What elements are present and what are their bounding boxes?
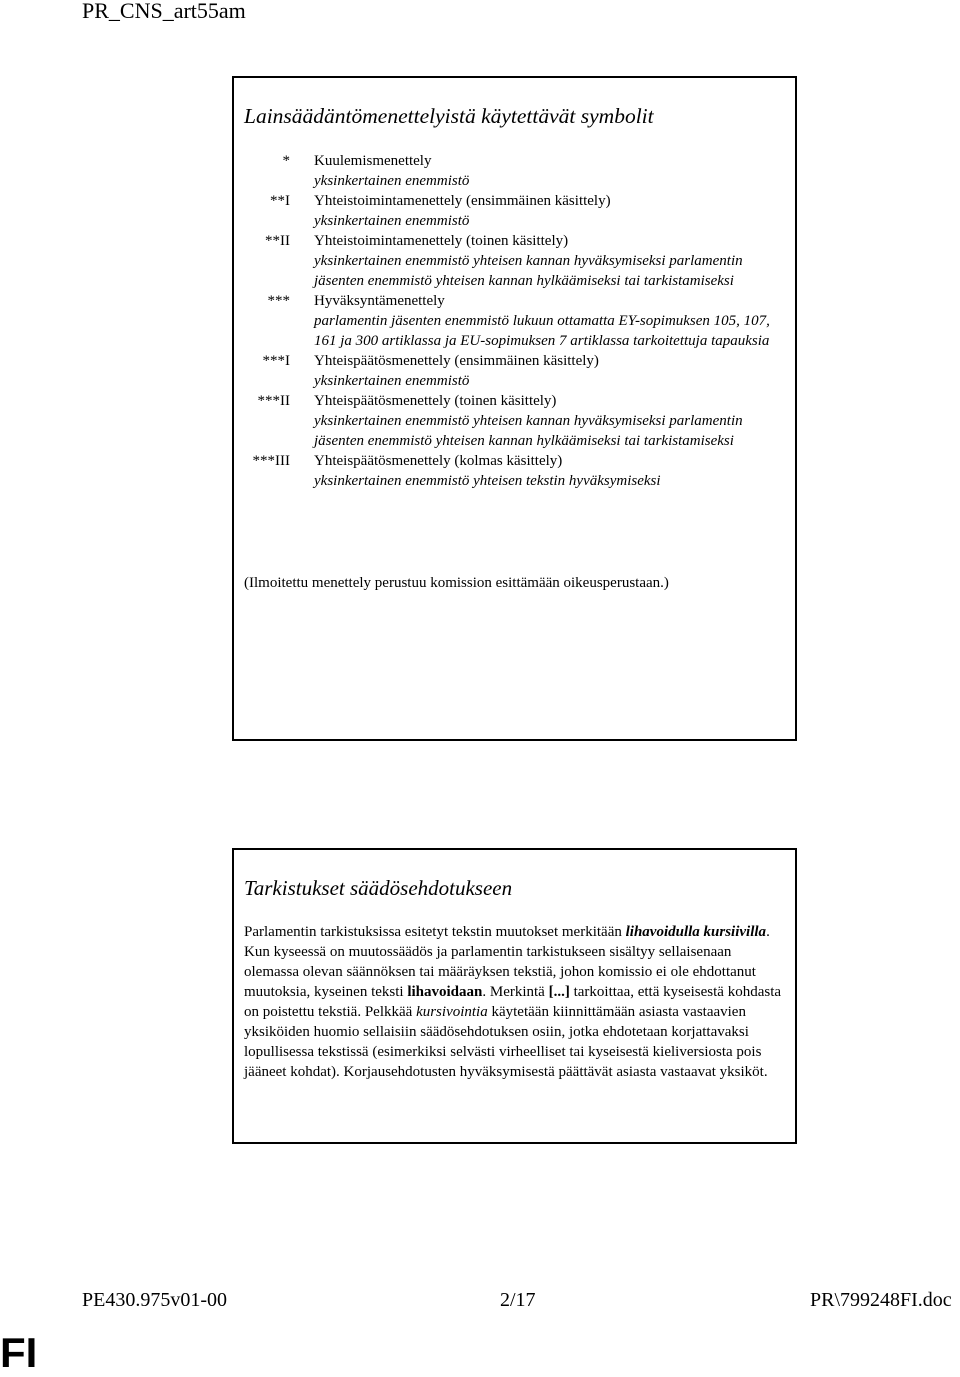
symbols-box-title: Lainsäädäntömenettelyistä käytettävät symbolit: [244, 104, 654, 128]
footer-page-number: 2/17: [500, 1289, 536, 1311]
procedure-name: Hyväksyntämenettely: [314, 293, 445, 309]
italic-term: kursivointia: [416, 1004, 488, 1020]
footer-document-reference: PE430.975v01-00: [82, 1289, 227, 1311]
symbol-entry: [244, 291, 789, 351]
legal-basis-note: (Ilmoitettu menettely perustuu komission esittämään oikeusperustaan.): [244, 575, 669, 591]
procedure-majority: yksinkertainen enemmistö yhteisen kannan hyväksymiseksi parlamentin jäsenten enemmistö yhteisen kannan hylkäämiseksi tai tarkistamiseksi: [314, 253, 743, 289]
amendments-box: [232, 848, 797, 1144]
footer-file-name: PR\799248FI.doc: [810, 1289, 952, 1311]
procedure-majority: yksinkertainen enemmistö: [314, 213, 470, 229]
procedure-name: Yhteispäätösmenettely (toinen käsittely): [314, 393, 557, 409]
symbol-list: [244, 151, 789, 491]
symbol-entry: [244, 191, 789, 231]
procedure-symbol: ***II: [257, 393, 290, 409]
explanation-text: tarkoittaa, että kyseisestä kohdasta on poistettu tekstiä. Pelkkää: [244, 984, 782, 1020]
procedure-majority: yksinkertainen enemmistö: [314, 373, 470, 389]
procedure-majority: yksinkertainen enemmistö yhteisen tekstin hyväksymiseksi: [314, 473, 661, 489]
procedure-symbol: ***III: [252, 453, 290, 469]
symbol-entry: [244, 231, 789, 291]
symbol-entry: [244, 351, 789, 391]
amendments-explanation: [244, 922, 782, 1082]
procedure-symbol: **I: [270, 193, 290, 209]
symbols-box: [232, 76, 797, 741]
symbol-entry: [244, 451, 789, 491]
amendments-box-title: Tarkistukset säädösehdotukseen: [244, 876, 513, 900]
procedure-majority: yksinkertainen enemmistö yhteisen kannan hyväksymiseksi parlamentin jäsenten enemmistö yhteisen kannan hylkäämiseksi tai tarkistamiseksi: [314, 413, 743, 449]
language-code: FI: [0, 1329, 38, 1376]
procedure-majority: yksinkertainen enemmistö: [314, 173, 470, 189]
procedure-symbol: ***I: [262, 353, 290, 369]
procedure-symbol: ***: [267, 293, 290, 309]
procedure-majority: parlamentin jäsenten enemmistö lukuun ottamatta EY-sopimuksen 105, 107, 161 ja 300 artiklassa ja EU-sopimuksen 7 artiklassa tarkoitettuja tapauksia: [314, 313, 770, 349]
explanation-text: Parlamentin tarkistuksissa esitetyt tekstin muutokset merkitään: [244, 924, 626, 940]
explanation-text: käytetään kiinnittämään asiasta vastaavien yksiköiden huomio sellaisiin säädösehdotuksen osiin, jotka ehdotetaan korjattavaksi lopullisessa tekstissä (esimerkiksi selvästi virheelliset tai kyseisestä kieliversiosta pois jääneet kohdat). Korjausehdotusten hyväksymisestä päättävät asiasta vastaavat yksiköt.: [244, 1004, 768, 1080]
procedure-name: Yhteistoimintamenettely (ensimmäinen käsittely): [314, 193, 611, 209]
procedure-name: Yhteistoimintamenettely (toinen käsittely): [314, 233, 569, 249]
procedure-name: Yhteispäätösmenettely (ensimmäinen käsittely): [314, 353, 599, 369]
explanation-text: . Kun kyseessä on muutossäädös ja parlamentin tarkistukseen sisältyy sellaisenaan olemassa olevan säännöksen tai määräyksen tekstiä, johon komissio ei ole ehdottanut muutoksia, kyseinen teksti: [244, 924, 770, 1000]
symbol-entry: [244, 151, 789, 191]
bold-term: lihavoidaan: [407, 984, 483, 1000]
procedure-symbol: *: [282, 153, 290, 169]
document-code: PR_CNS_art55am: [82, 0, 246, 23]
procedure-name: Yhteispäätösmenettely (kolmas käsittely): [314, 453, 563, 469]
explanation-text: . Merkintä: [482, 984, 549, 1000]
bold-italic-term: lihavoidulla kursiivilla: [625, 924, 767, 940]
deletion-marker: [...]: [548, 984, 570, 1000]
procedure-name: Kuulemismenettely: [314, 153, 432, 169]
procedure-symbol: **II: [265, 233, 290, 249]
symbol-entry: [244, 391, 789, 451]
